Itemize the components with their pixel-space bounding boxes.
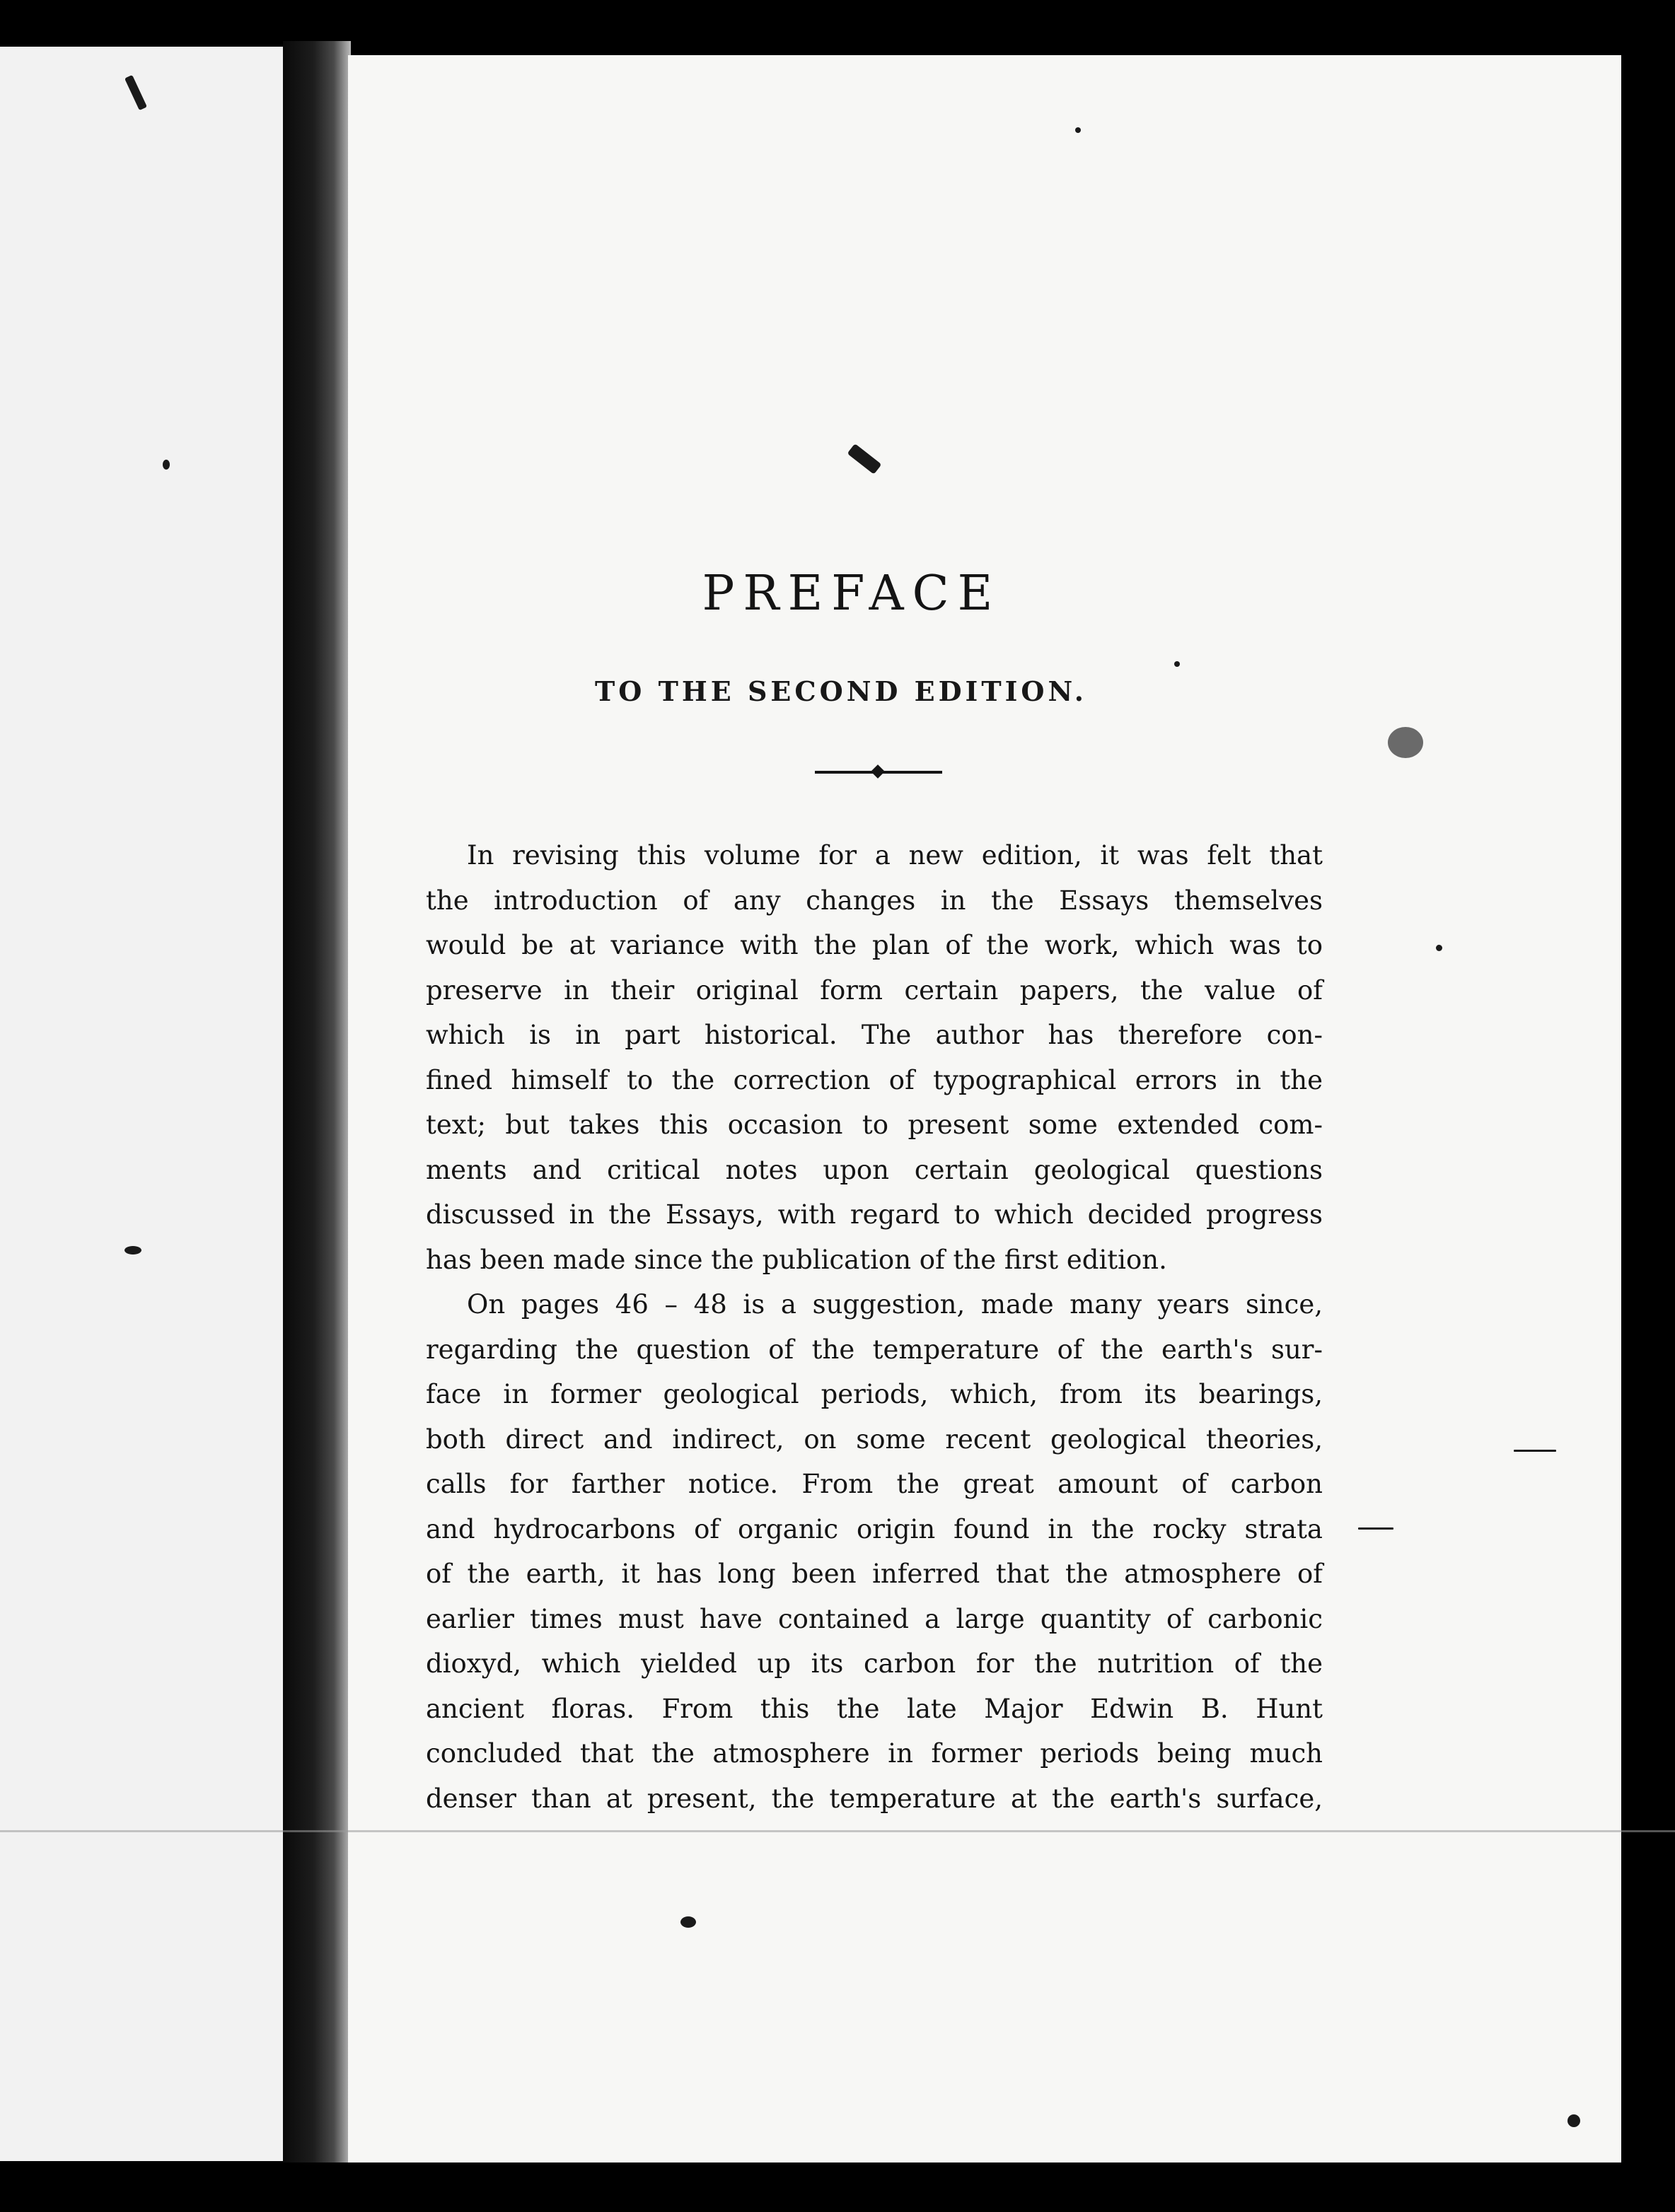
text-line: of the earth, it has long been inferred that the atmosphere of bbox=[426, 1559, 1323, 1589]
title-rule-ornament bbox=[815, 768, 942, 776]
paragraph-1 bbox=[426, 833, 1323, 1282]
text-line: both direct and indirect, on some recent geological theories, bbox=[426, 1424, 1323, 1455]
ink-speck bbox=[1174, 661, 1180, 667]
ink-speck bbox=[1514, 1450, 1556, 1452]
ink-speck bbox=[124, 1246, 141, 1255]
text-line: denser than at present, the temperature at the earth's surface, bbox=[426, 1783, 1323, 1814]
text-line: dioxyd, which yielded up its carbon for the nutrition of the bbox=[426, 1648, 1323, 1679]
text-line: concluded that the atmosphere in former periods being much bbox=[426, 1738, 1323, 1769]
text-line: discussed in the Essays, with regard to which decided progress bbox=[426, 1199, 1323, 1230]
text-line: text; but takes this occasion to present some extended com- bbox=[426, 1110, 1323, 1140]
body-text bbox=[426, 833, 1323, 1821]
text-line: and hydrocarbons of organic origin found in the rocky strata bbox=[426, 1513, 1323, 1544]
ink-speck bbox=[1388, 727, 1423, 758]
text-line: the introduction of any changes in the Essays themselves bbox=[426, 885, 1323, 916]
ink-speck bbox=[1358, 1527, 1393, 1530]
text-line: face in former geological periods, which, from its bearings, bbox=[426, 1379, 1323, 1409]
text-line: On pages 46 – 48 is a suggestion, made many years since, bbox=[467, 1289, 1323, 1320]
text-line: has been made since the publication of the first edition. bbox=[426, 1244, 1167, 1275]
text-line: preserve in their original form certain papers, the value of bbox=[426, 974, 1323, 1006]
ink-speck bbox=[680, 1916, 696, 1928]
paragraph-2 bbox=[426, 1282, 1323, 1821]
scan-artifact-line bbox=[0, 1830, 1675, 1832]
text-line: which is in part historical. The author has therefore con- bbox=[426, 1020, 1323, 1050]
ink-speck bbox=[1436, 945, 1442, 951]
page-subtitle: TO THE SECOND EDITION. bbox=[594, 675, 1088, 707]
text-line: ancient floras. From this the late Major Edwin B. Hunt bbox=[426, 1693, 1323, 1724]
text-line: earlier times must have contained a large quantity of carbonic bbox=[426, 1603, 1323, 1634]
left-page-edge bbox=[0, 47, 283, 2161]
text-line: would be at variance with the plan of the work, which was to bbox=[426, 930, 1323, 960]
ink-speck bbox=[163, 460, 170, 470]
page-title: PREFACE bbox=[702, 566, 1002, 622]
ink-speck bbox=[1075, 127, 1081, 133]
text-line: ments and critical notes upon certain geological questions bbox=[426, 1154, 1323, 1185]
text-line: In revising this volume for a new edition, it was felt that bbox=[467, 840, 1323, 871]
book-gutter-shadow bbox=[283, 41, 351, 2162]
text-line: fined himself to the correction of typographical errors in the bbox=[426, 1064, 1323, 1095]
ink-speck bbox=[1567, 2114, 1580, 2127]
text-line: regarding the question of the temperature of the earth's sur- bbox=[426, 1334, 1323, 1365]
text-line: calls for farther notice. From the great amount of carbon bbox=[426, 1469, 1323, 1499]
